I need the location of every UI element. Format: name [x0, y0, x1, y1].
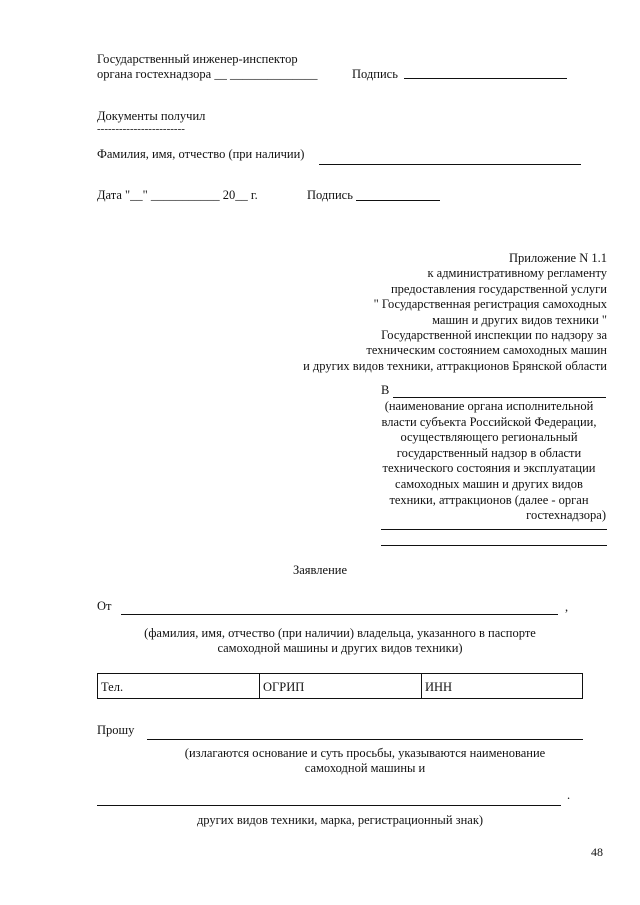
appendix-line: машин и других видов техники ": [432, 312, 607, 327]
recipient-note-line: самоходных машин и других видов: [395, 476, 583, 491]
request-note-line2: самоходной машины и: [304, 761, 426, 775]
received-label: Документы получил: [97, 109, 206, 123]
recipient-note-line: осуществляющего региональный: [400, 430, 578, 445]
from-label: От: [97, 599, 112, 613]
recipient-note-line: власти субъекта Российской Федерации,: [381, 414, 597, 429]
statement-title: Заявление: [292, 563, 347, 577]
recipient-note: [370, 399, 608, 524]
contacts-table: [97, 673, 583, 699]
recipient-note-line: (наименование органа исполнительной: [384, 399, 594, 413]
appendix-line: предоставления государственной услуги: [390, 281, 607, 296]
appendix-line: к административному регламенту: [427, 266, 607, 281]
date-field: Дата "__" ___________ 20__ г.: [97, 188, 258, 202]
request-line-2: [97, 805, 561, 806]
fio-label: Фамилия, имя, отчество (при наличии): [97, 147, 305, 161]
inn-cell: ИНН: [421, 674, 582, 698]
appendix-line: Государственной инспекции по надзору за: [381, 328, 607, 343]
received-dashes: ------------------------: [97, 123, 185, 135]
tel-cell: Тел.: [101, 680, 124, 694]
request-dot: .: [567, 788, 571, 802]
fio-line: [319, 164, 581, 165]
inspector-signature-label: Подпись: [352, 67, 398, 81]
recipient-extra-line-2: [381, 545, 607, 546]
owner-note-line2: самоходной машины и других видов техники): [217, 641, 463, 655]
from-comma: ,: [565, 600, 569, 614]
inspector-org-line: органа гостехнадзора __ ______________: [97, 67, 318, 81]
recipient-note-line: технического состояния и эксплуатации: [382, 461, 596, 476]
recipient-line: [393, 397, 606, 398]
request-note-line3: других видов техники, марка, регистрационный знак): [196, 813, 484, 827]
appendix-block: [303, 251, 607, 374]
inspector-title: Государственный инженер-инспектор: [97, 52, 298, 66]
recipient-note-line: государственный надзор в области: [396, 445, 582, 460]
from-line: [121, 614, 558, 615]
recipient-prefix: В: [381, 383, 390, 397]
date-signature-line: [356, 200, 440, 201]
appendix-line: " Государственная регистрация самоходных: [373, 297, 607, 312]
appendix-line: и других видов техники, аттракционов Брянской области: [303, 358, 607, 373]
ogrip-cell: ОГРИП: [259, 674, 421, 698]
appendix-line: техническим состоянием самоходных машин: [366, 343, 607, 358]
request-label: Прошу: [97, 723, 135, 737]
recipient-note-line: техники, аттракционов (далее - орган: [389, 492, 589, 507]
owner-note-line1: (фамилия, имя, отчество (при наличии) владельца, указанного в паспорте: [144, 626, 536, 640]
request-note-line1: (излагаются основание и суть просьбы, указываются наименование: [184, 746, 546, 760]
appendix-line: Приложение N 1.1: [509, 251, 607, 265]
date-signature-label: Подпись: [307, 188, 353, 202]
page-number: 48: [591, 845, 603, 859]
inspector-signature-line: [404, 78, 567, 79]
recipient-note-line: гостехнадзора): [526, 508, 606, 523]
request-line: [147, 739, 583, 740]
recipient-extra-line-1: [381, 529, 607, 530]
